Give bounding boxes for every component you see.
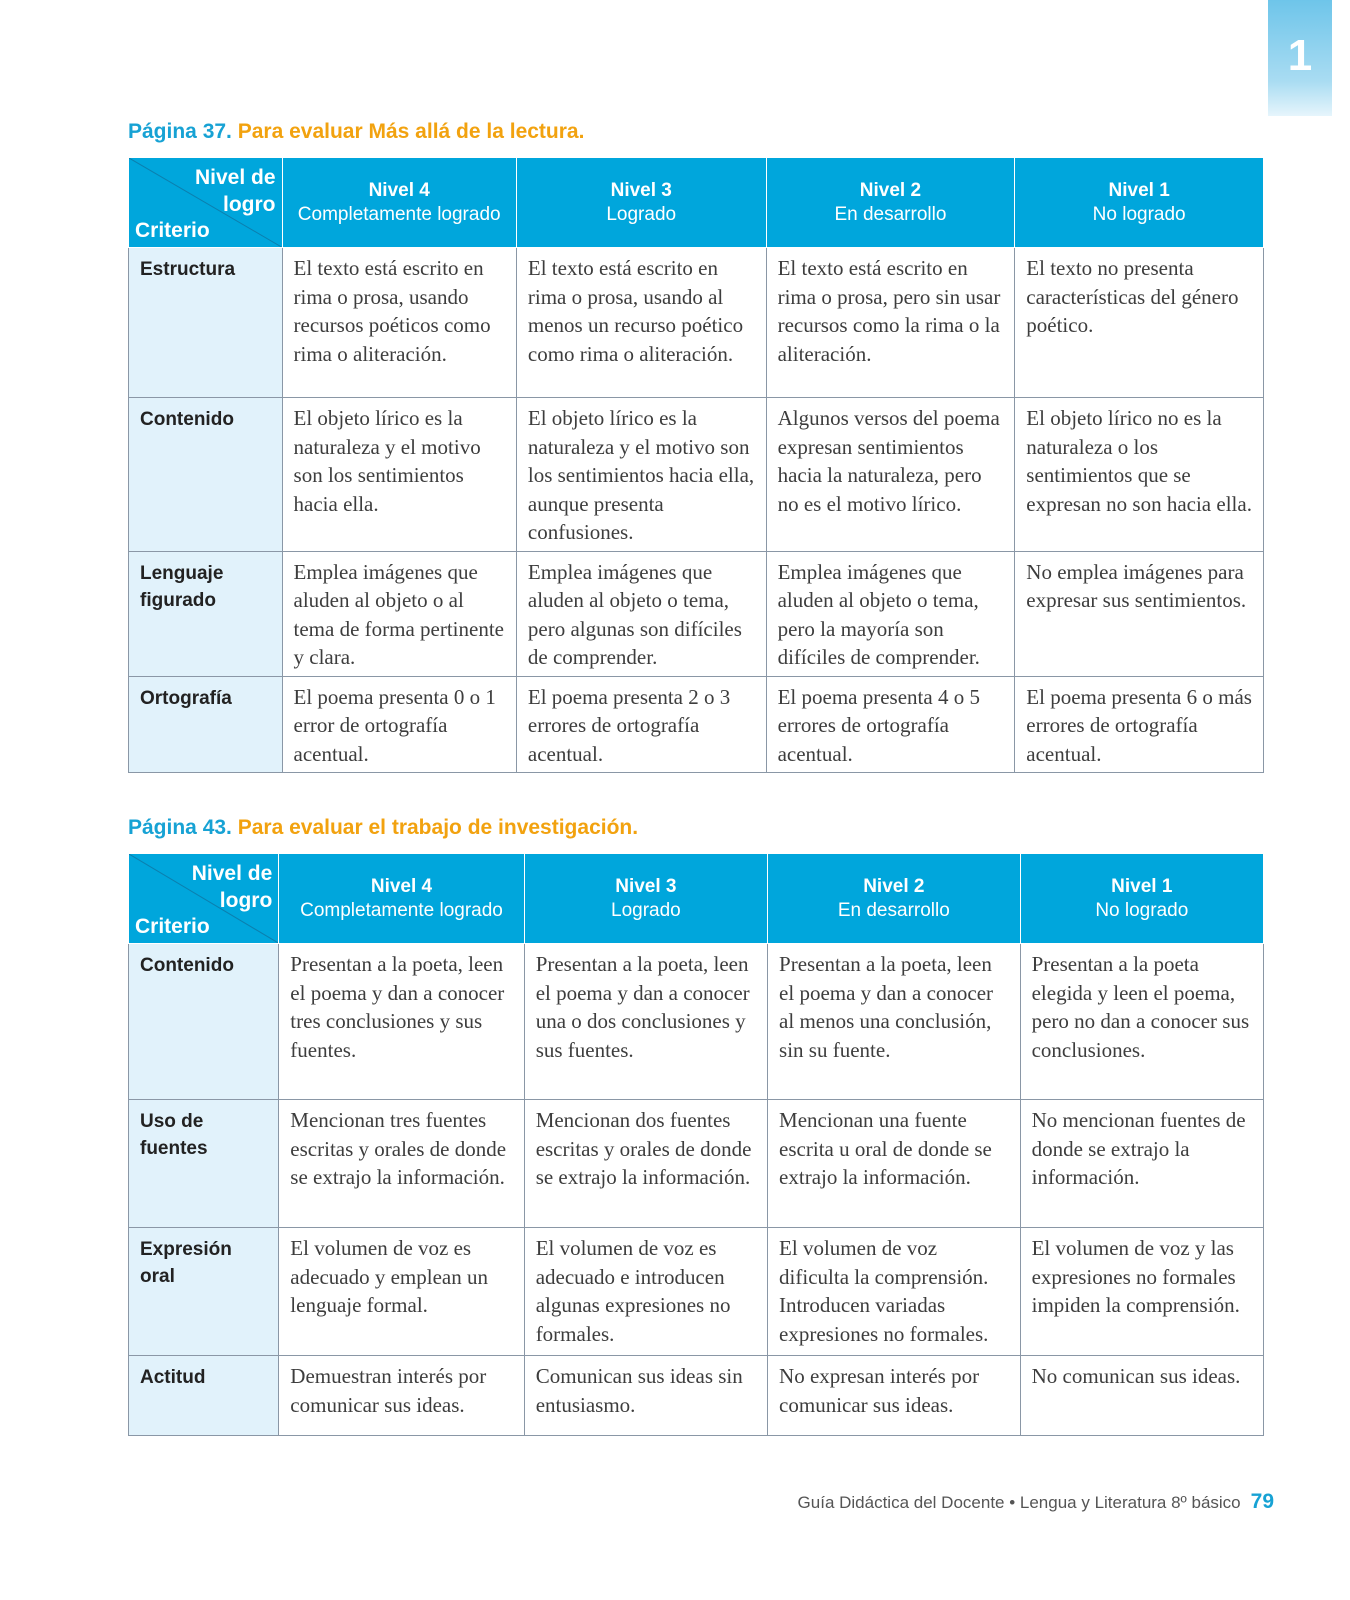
rubric-cell: Presentan a la poeta, leen el poema y dan a conocer tres conclusiones y sus fuentes. [279, 944, 524, 1100]
level-header: Nivel 3 Logrado [524, 854, 767, 944]
rubric-cell: No expresan interés por comunicar sus ideas. [768, 1356, 1021, 1436]
rubric-cell: El poema presenta 6 o más errores de ortografía acentual. [1015, 676, 1264, 773]
criterion-cell: Contenido [129, 398, 283, 552]
rubric-cell: Emplea imágenes que aluden al objeto o al tema de forma pertinente y clara. [282, 551, 516, 676]
rubric-cell: El texto está escrito en rima o prosa, usando al menos un recurso poético como rima o aliteración. [516, 248, 766, 398]
page-footer [798, 1490, 1274, 1514]
criterion-axis-label: Criterio [135, 915, 210, 938]
criterion-cell: Expresión oral [129, 1228, 279, 1356]
table-row [129, 248, 1264, 398]
rubric-cell: El volumen de voz y las expresiones no formales impiden la comprensión. [1020, 1228, 1263, 1356]
level-header: Nivel 2 En desarrollo [768, 854, 1021, 944]
section-1-heading: Para evaluar Más allá de la lectura. [237, 120, 585, 143]
section-2-title [128, 816, 638, 840]
section-2-page-ref: Página 43. [128, 816, 232, 839]
criterion-cell: Contenido [129, 944, 279, 1100]
table-row [129, 551, 1264, 676]
rubric-cell: El volumen de voz es adecuado y emplean un lenguaje formal. [279, 1228, 524, 1356]
header-row [129, 158, 1264, 248]
rubric-cell: El poema presenta 2 o 3 errores de ortografía acentual. [516, 676, 766, 773]
rubric-cell: Emplea imágenes que aluden al objeto o tema, pero algunas son difíciles de comprender. [516, 551, 766, 676]
corner-header [129, 854, 279, 944]
rubric-cell: Mencionan tres fuentes escritas y orales de donde se extrajo la información. [279, 1100, 524, 1228]
rubric-cell: No mencionan fuentes de donde se extrajo la información. [1020, 1100, 1263, 1228]
rubric-cell: El texto está escrito en rima o prosa, pero sin usar recursos como la rima o la aliteración. [766, 248, 1015, 398]
rubric-cell: El poema presenta 4 o 5 errores de ortografía acentual. [766, 676, 1015, 773]
rubric-cell: El objeto lírico no es la naturaleza o los sentimientos que se expresan no son hacia ella. [1015, 398, 1264, 552]
level-header: Nivel 4 Completamente logrado [282, 158, 516, 248]
table-row [129, 398, 1264, 552]
rubric-cell: Presentan a la poeta, leen el poema y dan a conocer una o dos conclusiones y sus fuentes. [524, 944, 767, 1100]
section-1-title [128, 120, 584, 144]
level-header: Nivel 1 No logrado [1015, 158, 1264, 248]
rubric-cell: El objeto lírico es la naturaleza y el motivo son los sentimientos hacia ella, aunque presenta confusiones. [516, 398, 766, 552]
rubric-cell: Demuestran interés por comunicar sus ideas. [279, 1356, 524, 1436]
rubric-cell: El objeto lírico es la naturaleza y el motivo son los sentimientos hacia ella. [282, 398, 516, 552]
level-axis-label: Nivel de logro [191, 862, 273, 912]
level-header: Nivel 1 No logrado [1020, 854, 1263, 944]
section-1-page-ref: Página 37. [128, 120, 232, 143]
rubric-cell: El texto está escrito en rima o prosa, usando recursos poéticos como rima o aliteración. [282, 248, 516, 398]
level-axis-label: Nivel de logro [194, 166, 276, 216]
criterion-cell: Ortografía [129, 676, 283, 773]
criterion-cell: Estructura [129, 248, 283, 398]
chapter-tab: 1 [1268, 0, 1332, 116]
rubric-cell: El volumen de voz dificulta la comprensión. Introducen variadas expresiones no formales. [768, 1228, 1021, 1356]
rubric-cell: Mencionan dos fuentes escritas y orales de donde se extrajo la información. [524, 1100, 767, 1228]
footer-text: Guía Didáctica del Docente • Lengua y Literatura 8º básico [797, 1493, 1241, 1512]
rubric-cell: El poema presenta 0 o 1 error de ortografía acentual. [282, 676, 516, 773]
table-row [129, 1228, 1264, 1356]
rubric-cell: Presentan a la poeta, leen el poema y dan a conocer al menos una conclusión, sin su fuente. [768, 944, 1021, 1100]
rubric-cell: El volumen de voz es adecuado e introducen algunas expresiones no formales. [524, 1228, 767, 1356]
corner-header [129, 158, 283, 248]
rubric-cell: No comunican sus ideas. [1020, 1356, 1263, 1436]
rubric-cell: Algunos versos del poema expresan sentimientos hacia la naturaleza, pero no es el motivo lírico. [766, 398, 1015, 552]
criterion-cell: Uso de fuentes [129, 1100, 279, 1228]
level-header: Nivel 4 Completamente logrado [279, 854, 524, 944]
criterion-cell: Lenguaje figurado [129, 551, 283, 676]
rubric-cell: El texto no presenta características del género poético. [1015, 248, 1264, 398]
table-row [129, 1100, 1264, 1228]
section-2-heading: Para evaluar el trabajo de investigación. [237, 816, 639, 839]
table-row [129, 1356, 1264, 1436]
level-header: Nivel 2 En desarrollo [766, 158, 1015, 248]
rubric-cell: Emplea imágenes que aluden al objeto o tema, pero la mayoría son difíciles de comprender. [766, 551, 1015, 676]
criterion-cell: Actitud [129, 1356, 279, 1436]
rubric-table-1 [128, 157, 1264, 773]
table-row [129, 944, 1264, 1100]
rubric-cell: No emplea imágenes para expresar sus sentimientos. [1015, 551, 1264, 676]
level-header: Nivel 3 Logrado [516, 158, 766, 248]
rubric-cell: Mencionan una fuente escrita u oral de donde se extrajo la información. [768, 1100, 1021, 1228]
table-row [129, 676, 1264, 773]
rubric-cell: Comunican sus ideas sin entusiasmo. [524, 1356, 767, 1436]
rubric-cell: Presentan a la poeta elegida y leen el poema, pero no dan a conocer sus conclusiones. [1020, 944, 1263, 1100]
rubric-table-2 [128, 853, 1264, 1436]
criterion-axis-label: Criterio [135, 219, 210, 242]
page-number: 79 [1250, 1490, 1274, 1513]
header-row [129, 854, 1264, 944]
